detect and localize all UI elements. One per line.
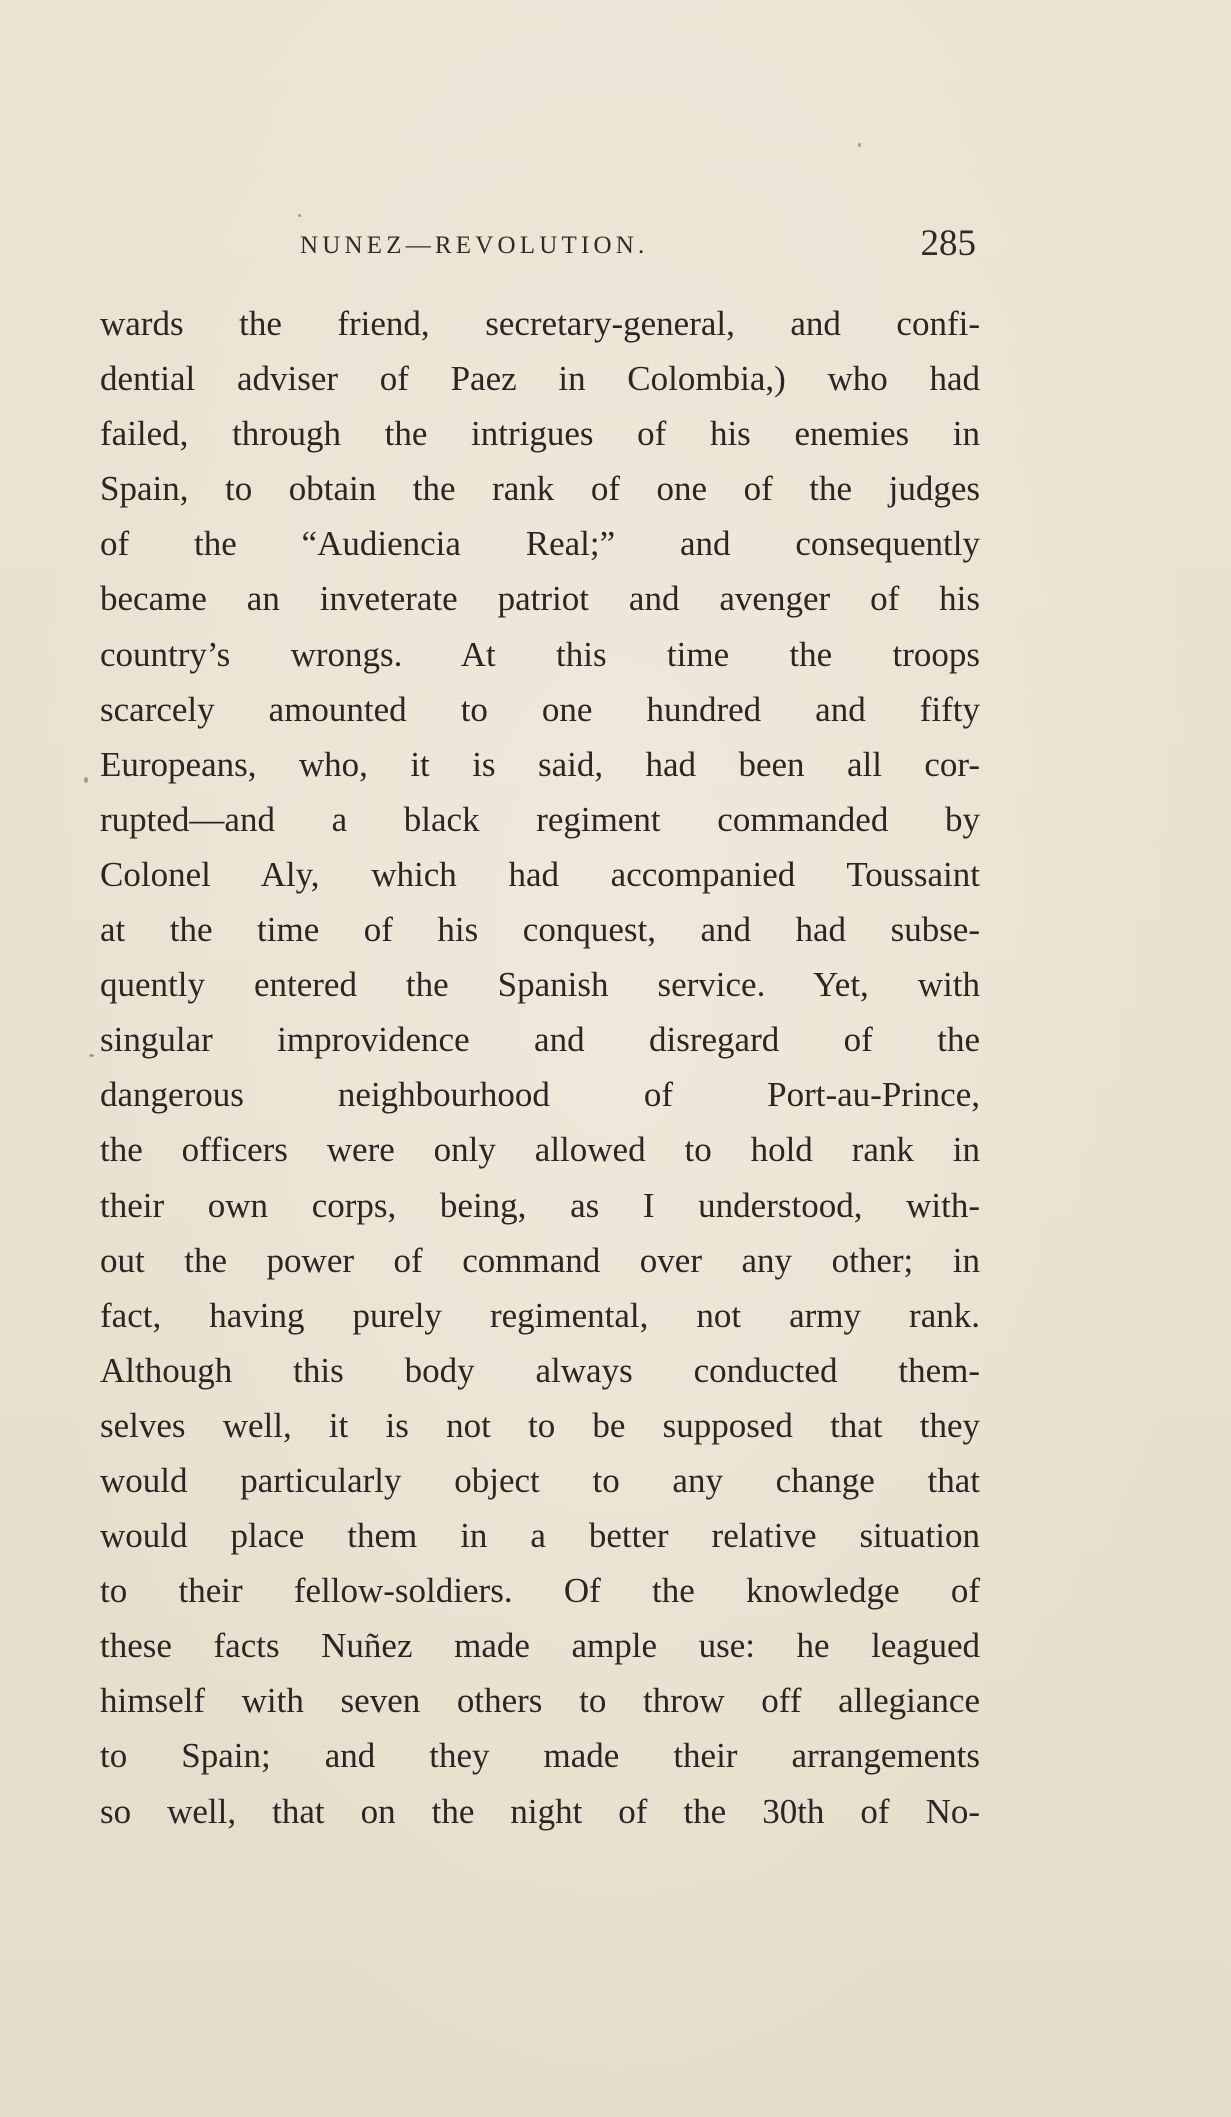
text-line: Colonel Aly, which had accompanied Toussaint [100,854,980,894]
text-line: rupted—and a black regiment commanded by [100,799,980,839]
page-number: 285 [920,223,976,264]
text-line: at the time of his conquest, and had subse- [100,910,980,950]
running-head [100,222,976,272]
text-line: became an inveterate patriot and avenger of his [100,579,980,619]
text-line: wards the friend, secretary-general, and confi- [100,304,980,343]
text-line: fact, having purely regimental, not army rank. [100,1295,980,1335]
running-head-title: NUNEZ—REVOLUTION. [300,232,649,259]
text-line: failed, through the intrigues of his enemies in [100,414,980,454]
text-line: singular improvidence and disregard of the [100,1020,980,1060]
text-line: quently entered the Spanish service. Yet, with [100,965,980,1005]
text-line: selves well, it is not to be supposed that they [100,1405,980,1445]
text-line: would place them in a better relative situation [100,1516,980,1556]
text-line: country’s wrongs. At this time the troops [100,634,980,674]
text-line: scarcely amounted to one hundred and fifty [100,689,980,729]
paper-speck [84,777,88,783]
text-line: Europeans, who, it is said, had been all cor- [100,744,980,784]
text-line: dangerous neighbourhood of Port-au-Prince, [100,1075,980,1115]
text-line: himself with seven others to throw off allegiance [100,1681,980,1721]
body-text [100,296,980,1839]
paper-speck [89,1054,94,1057]
text-line: Although this body always conducted them- [100,1350,980,1390]
text-line: to their fellow-soldiers. Of the knowledge of [100,1571,980,1611]
text-line: their own corps, being, as I understood, with- [100,1185,980,1225]
text-line: these facts Nuñez made ample use: he leagued [100,1626,980,1666]
paper-speck [298,214,301,217]
text-line: to Spain; and they made their arrangements [100,1736,980,1776]
text-line: of the “Audiencia Real;” and consequently [100,524,980,564]
text-line: would particularly object to any change that [100,1460,980,1500]
text-line: out the power of command over any other; in [100,1240,980,1280]
text-line: so well, that on the night of the 30th of No- [100,1791,980,1831]
text-line: the officers were only allowed to hold rank in [100,1130,980,1170]
text-line: dential adviser of Paez in Colombia,) who had [100,359,980,399]
text-line: Spain, to obtain the rank of one of the judges [100,469,980,509]
paper-speck [858,143,861,147]
